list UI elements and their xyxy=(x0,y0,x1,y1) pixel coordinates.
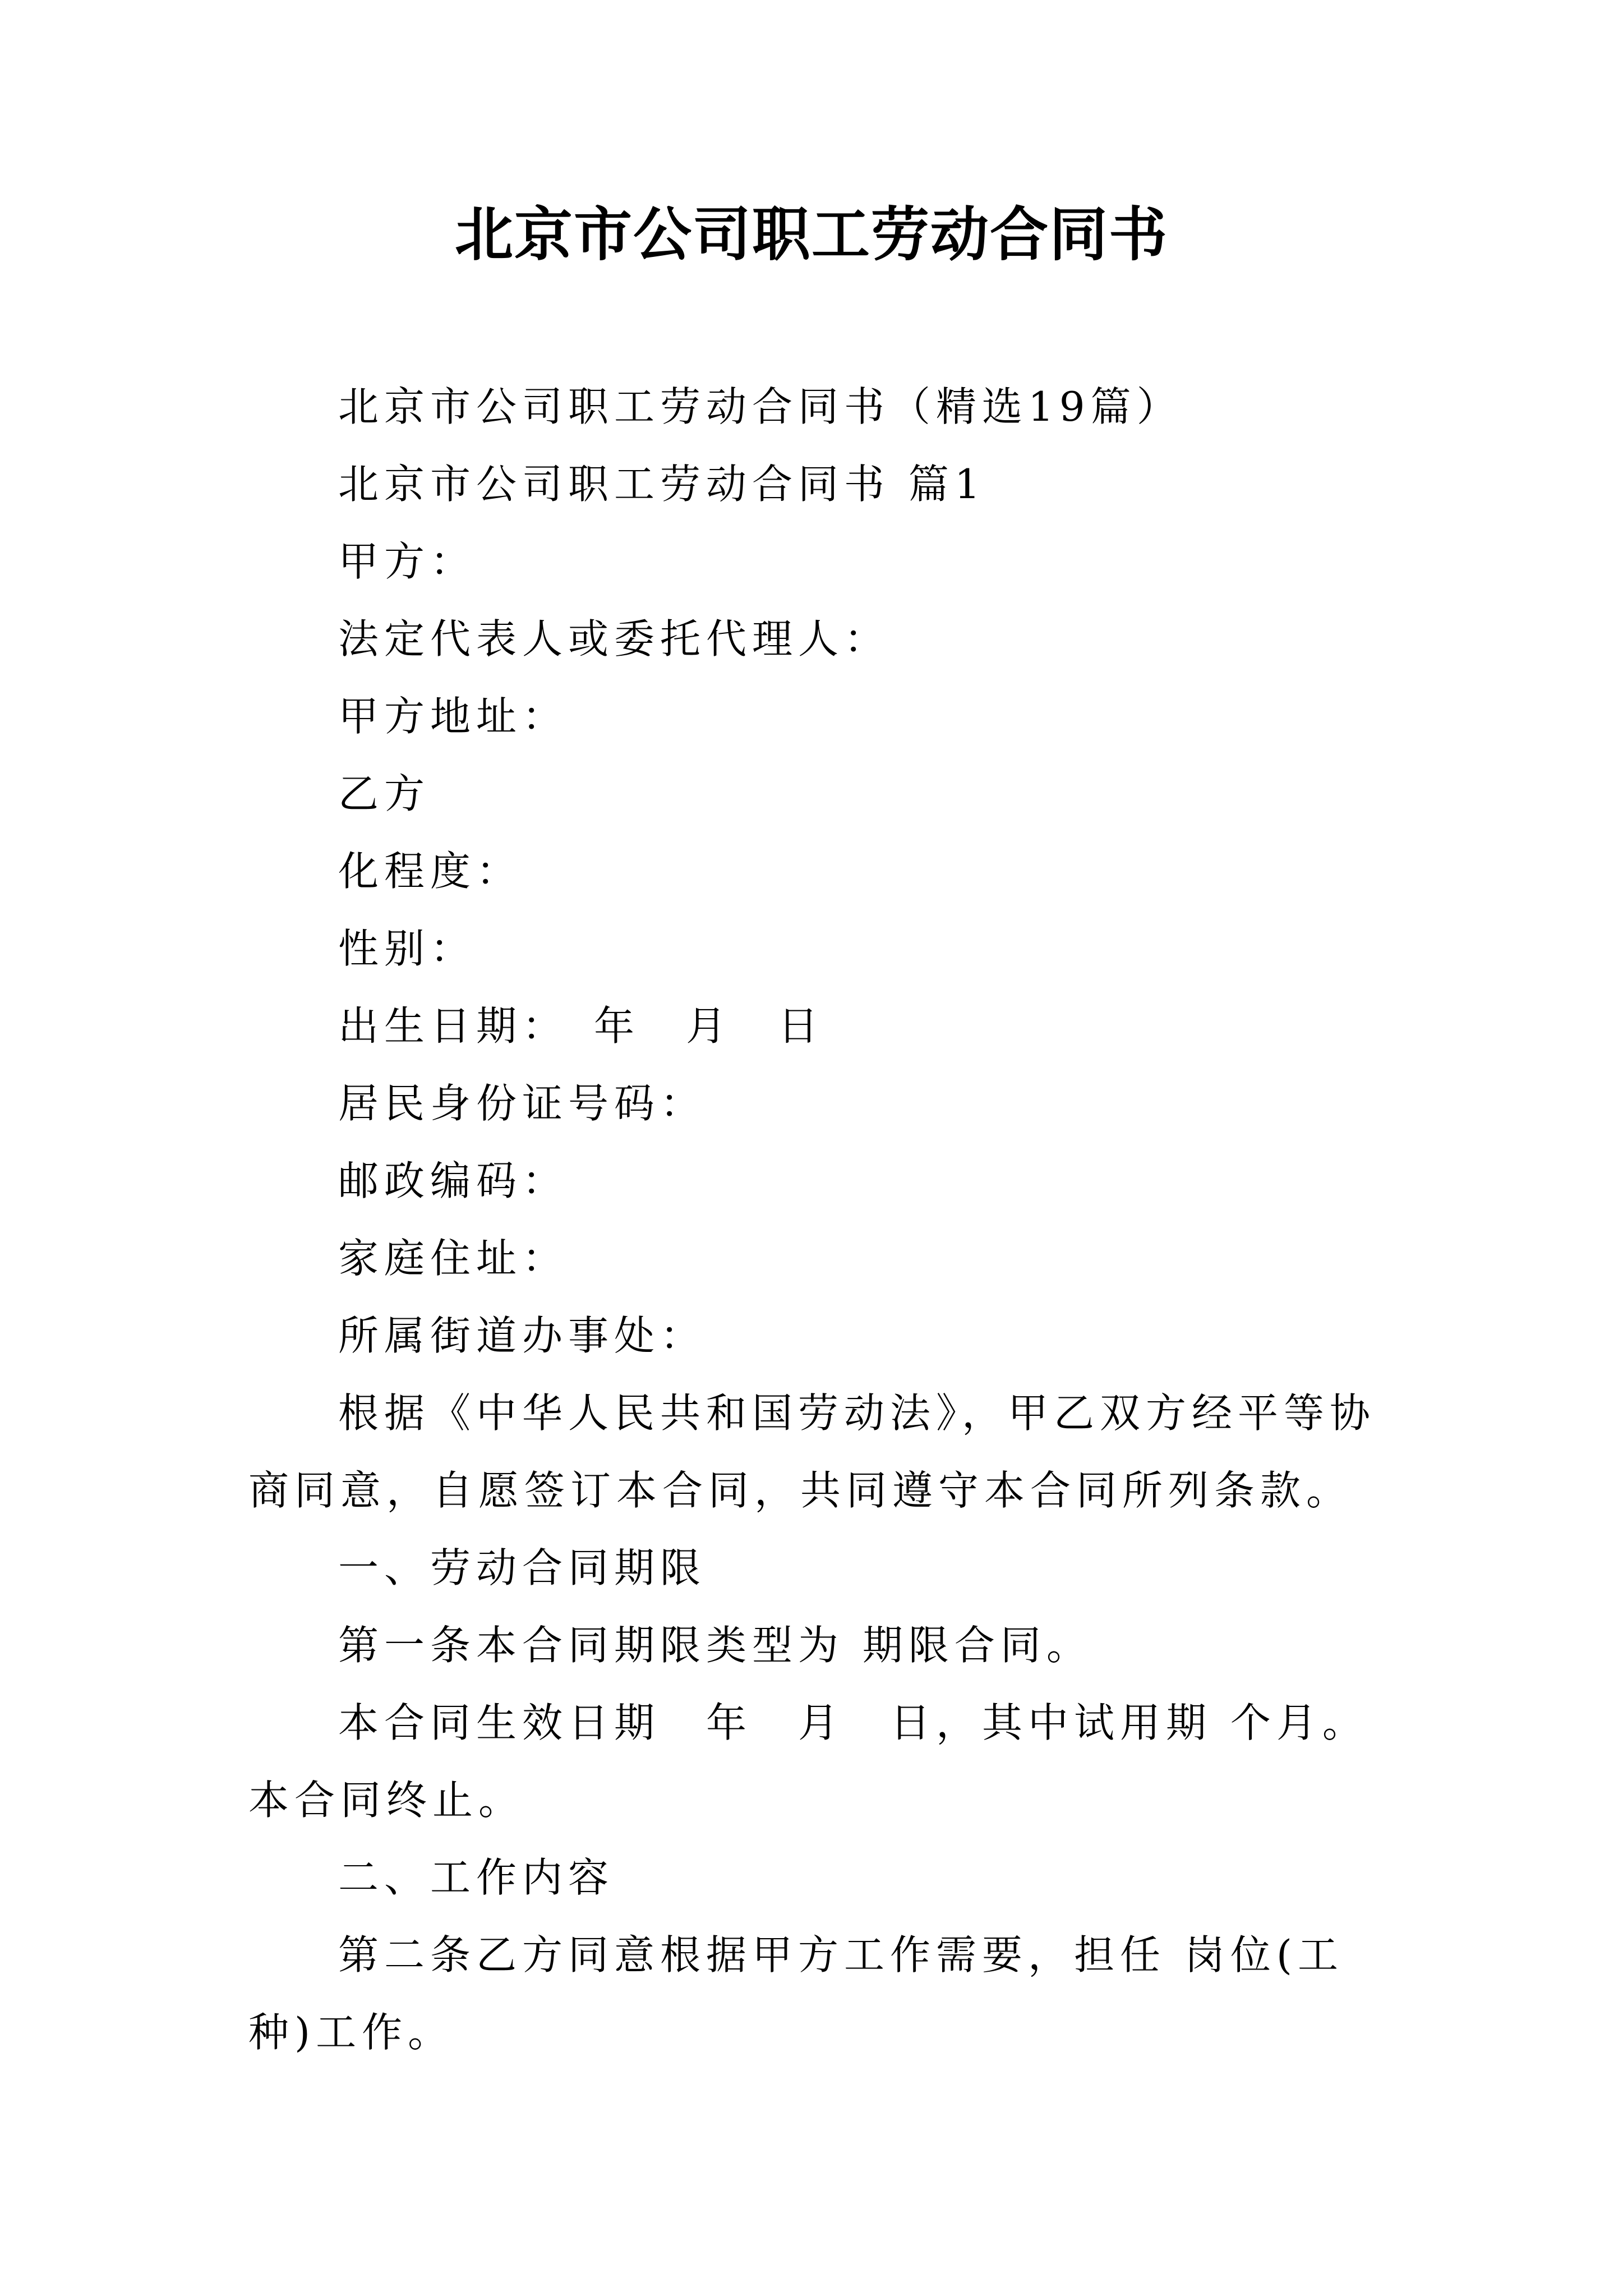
document-title: 北京市公司职工劳动合同书 xyxy=(454,200,1168,269)
field-party-a-address: 甲方地址： xyxy=(338,693,569,740)
paragraph-article-1: 第一条本合同期限类型为 期限合同。 xyxy=(338,1622,1092,1669)
field-birth-date: 出生日期： 年 月 日 xyxy=(338,1002,824,1050)
field-legal-representative: 法定代表人或委托代理人： xyxy=(338,615,891,662)
paragraph-effective-date: 本合同生效日期 年 月 日，其中试用期 个月。本合同终止。 xyxy=(248,1699,1368,1824)
field-gender: 性别： xyxy=(338,925,477,972)
section-heading-term: 一、劳动合同期限 xyxy=(338,1544,707,1591)
section-heading-work-content: 二、工作内容 xyxy=(338,1854,615,1901)
field-party-b: 乙方 xyxy=(338,770,431,817)
field-id-number: 居民身份证号码： xyxy=(338,1080,707,1127)
paragraph-article-heading: 北京市公司职工劳动合同书 篇1 xyxy=(338,461,986,508)
paragraph-article-2: 第二条乙方同意根据甲方工作需要，担任 岗位(工种)工作。 xyxy=(248,1931,1344,2056)
field-education: 化程度： xyxy=(338,848,523,895)
paragraph-collection-title: 北京市公司职工劳动合同书（精选19篇） xyxy=(338,383,1183,430)
field-home-address: 家庭住址： xyxy=(338,1235,569,1282)
document-body xyxy=(248,368,1387,2071)
field-street-office: 所属街道办事处： xyxy=(338,1312,707,1359)
field-party-a: 甲方： xyxy=(338,538,477,585)
field-postal-code: 邮政编码： xyxy=(338,1157,569,1204)
paragraph-preamble: 根据《中华人民共和国劳动法》，甲乙双方经平等协商同意，自愿签订本合同，共同遵守本合同所列条款。 xyxy=(248,1389,1376,1514)
